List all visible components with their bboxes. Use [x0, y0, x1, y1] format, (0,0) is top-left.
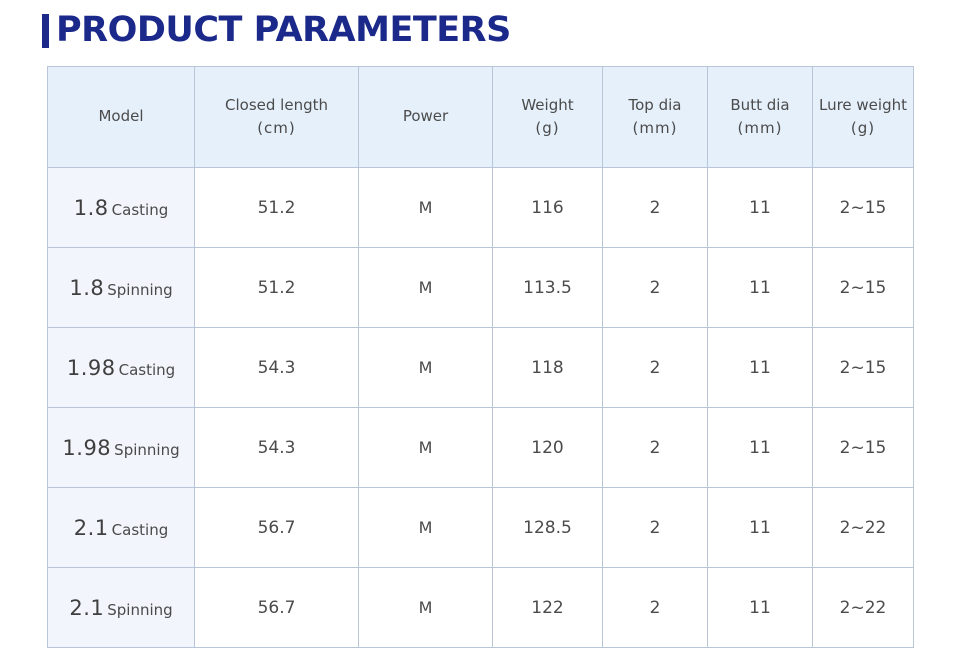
- cell-butt-dia: 11: [708, 248, 813, 328]
- cell-lure-weight: 2~15: [813, 248, 914, 328]
- cell-weight: 128.5: [493, 488, 603, 568]
- cell-power: M: [359, 488, 493, 568]
- cell-top-dia: 2: [603, 568, 708, 648]
- cell-top-dia: 2: [603, 328, 708, 408]
- cell-closed-length: 54.3: [195, 408, 359, 488]
- table-header: [48, 67, 914, 168]
- cell-closed-length: 56.7: [195, 568, 359, 648]
- column-header-weight-label: Weight: [521, 95, 574, 114]
- column-header-top-dia-label: Top dia: [628, 95, 682, 114]
- model-number: 1.98: [62, 435, 112, 460]
- cell-top-dia: 2: [603, 248, 708, 328]
- cell-lure-weight: 2~22: [813, 488, 914, 568]
- cell-lure-weight: 2~15: [813, 168, 914, 248]
- cell-top-dia: 2: [603, 488, 708, 568]
- cell-weight: 118: [493, 328, 603, 408]
- table-row: [48, 168, 914, 248]
- cell-weight: 113.5: [493, 248, 603, 328]
- table-row: [48, 248, 914, 328]
- page-title: [0, 0, 960, 52]
- parameters-table: [47, 66, 914, 648]
- cell-closed-length: 51.2: [195, 168, 359, 248]
- column-header-closed-length: [195, 67, 359, 168]
- cell-lure-weight: 2~15: [813, 328, 914, 408]
- cell-closed-length: 54.3: [195, 328, 359, 408]
- cell-model: [48, 488, 195, 568]
- cell-top-dia: 2: [603, 168, 708, 248]
- model-number: 2.1: [73, 515, 109, 540]
- cell-top-dia: 2: [603, 408, 708, 488]
- column-header-top-dia: [603, 67, 708, 168]
- column-header-butt-dia-label: Butt dia: [730, 95, 790, 114]
- cell-model: [48, 328, 195, 408]
- page-title-text: PRODUCT PARAMETERS: [56, 9, 511, 50]
- cell-power: M: [359, 248, 493, 328]
- column-header-lure-weight-unit: (g): [850, 119, 876, 137]
- column-header-top-dia-unit: (mm): [632, 119, 678, 137]
- cell-model: [48, 568, 195, 648]
- model-number: 1.98: [66, 355, 116, 380]
- model-type: Spinning: [107, 600, 173, 619]
- column-header-weight: [493, 67, 603, 168]
- model-number: 2.1: [69, 595, 105, 620]
- column-header-lure-weight: [813, 67, 914, 168]
- cell-model: [48, 168, 195, 248]
- column-header-closed-length-label: Closed length: [225, 95, 328, 114]
- table-row: [48, 488, 914, 568]
- cell-butt-dia: 11: [708, 168, 813, 248]
- column-header-butt-dia-unit: (mm): [737, 119, 783, 137]
- column-header-closed-length-unit: (cm): [257, 119, 296, 137]
- table-row: [48, 568, 914, 648]
- model-number: 1.8: [73, 195, 109, 220]
- model-type: Casting: [118, 360, 176, 379]
- table-row: [48, 408, 914, 488]
- cell-power: M: [359, 408, 493, 488]
- column-header-model-label: Model: [98, 107, 144, 126]
- cell-closed-length: 51.2: [195, 248, 359, 328]
- column-header-power: [359, 67, 493, 168]
- model-number: 1.8: [69, 275, 105, 300]
- cell-power: M: [359, 568, 493, 648]
- cell-butt-dia: 11: [708, 568, 813, 648]
- cell-closed-length: 56.7: [195, 488, 359, 568]
- model-type: Spinning: [107, 280, 173, 299]
- cell-butt-dia: 11: [708, 488, 813, 568]
- model-type: Spinning: [114, 440, 180, 459]
- cell-butt-dia: 11: [708, 408, 813, 488]
- cell-model: [48, 408, 195, 488]
- model-type: Casting: [111, 520, 169, 539]
- table-header-row: [48, 67, 914, 168]
- column-header-lure-weight-label: Lure weight: [818, 95, 907, 114]
- column-header-weight-unit: (g): [535, 119, 560, 137]
- cell-weight: 122: [493, 568, 603, 648]
- cell-lure-weight: 2~15: [813, 408, 914, 488]
- title-accent-bar: [42, 14, 49, 48]
- cell-weight: 116: [493, 168, 603, 248]
- cell-weight: 120: [493, 408, 603, 488]
- column-header-power-label: Power: [402, 107, 449, 126]
- parameters-table-container: [47, 66, 913, 648]
- cell-lure-weight: 2~22: [813, 568, 914, 648]
- table-body: [48, 168, 914, 648]
- cell-power: M: [359, 168, 493, 248]
- model-type: Casting: [111, 200, 169, 219]
- cell-butt-dia: 11: [708, 328, 813, 408]
- cell-model: [48, 248, 195, 328]
- cell-power: M: [359, 328, 493, 408]
- column-header-butt-dia: [708, 67, 813, 168]
- column-header-model: [48, 67, 195, 168]
- table-row: [48, 328, 914, 408]
